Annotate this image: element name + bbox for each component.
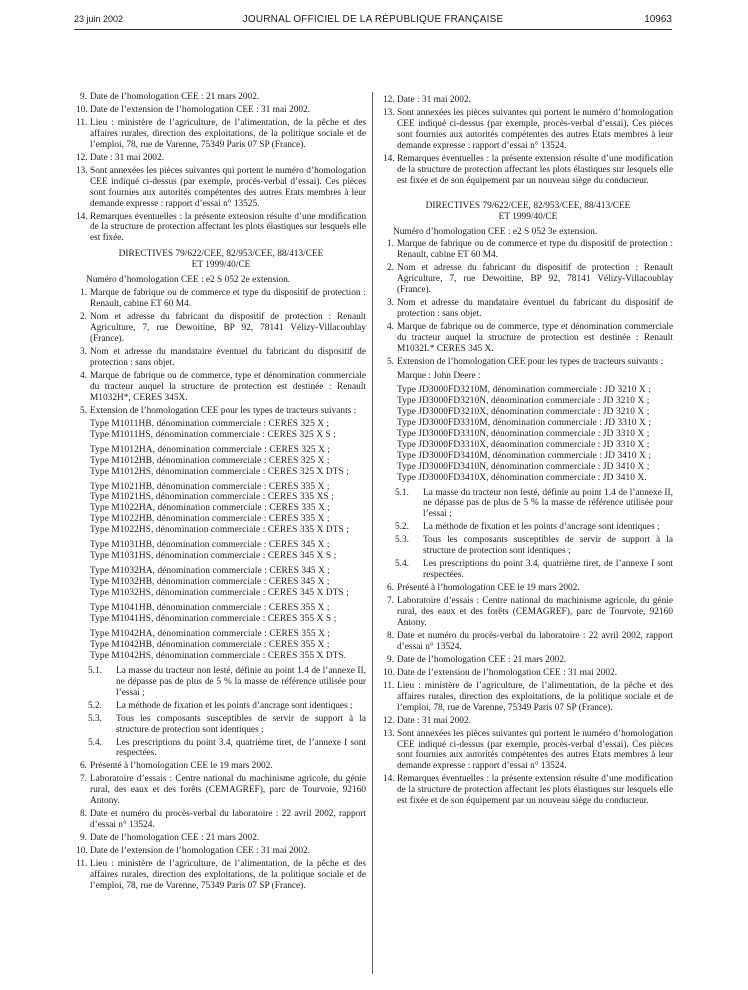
- sub-item: 5.2. La méthode de fixation et les points d’ancrage sont identiques ;: [88, 700, 353, 711]
- type-group: [76, 540, 366, 562]
- sub-item: 5.4. Les prescriptions du point 3.4, quatrième tiret, de l’annexe I sont respectées.: [88, 737, 366, 759]
- tractor-type: Type M1031HB, dénomination commerciale : CERES 345 X ;: [90, 540, 330, 551]
- list-item: 14. Remarques éventuelles : la présente extension résulte d’une modification de la structure de protection affectant les plots élastiques sur lesquels elle est fixée.: [76, 211, 366, 244]
- tractor-type: Type JD3000FD3310M, dénomination commerciale : JD 3310 X ;: [397, 417, 652, 428]
- brand-label: Marque : John Deere :: [397, 370, 481, 381]
- list-item: 3. Nom et adresse du mandataire éventuel du fabricant du dispositif de protection : sans objet.: [79, 347, 366, 368]
- list-item: 11. Lieu : ministère de l’agriculture, de l’alimentation, de la pêche et des affaires rurales, direction des exploitations, de la politique sociale et de l’emploi, 78, rue de Varenne, 75349 Paris 07 SP (France).: [76, 117, 366, 150]
- list-item: 6. Présenté à l’homologation CEE le 19 mars 2002.: [79, 761, 273, 772]
- tractor-type: Type JD3000FD3410X, dénomination commerciale : JD 3410 X.: [397, 472, 647, 483]
- list-item: 8. Date et numéro du procès-verbal du laboratoire : 22 avril 2002, rapport d’essai n° 13524.: [79, 809, 366, 831]
- list-item: 12. Date : 31 mai 2002.: [76, 152, 164, 163]
- type-group: [76, 419, 366, 441]
- list-item: 5. Extension de l’homologation CEE pour les types de tracteurs suivants :: [386, 357, 664, 368]
- type-group: [76, 603, 366, 625]
- tractor-type: Type M1012HA, dénomination commerciale : CERES 325 X ;: [90, 444, 331, 455]
- list-item: 1. Marque de fabrique ou de commerce et type du dispositif de protection : Renault, cabine ET 60 M4.: [79, 288, 366, 310]
- tractor-type: Type JD3000FD3310X, dénomination commerciale : JD 3310 X ;: [397, 439, 650, 450]
- sub-item: 5.3. Tous les composants susceptibles de servir de support à la structure de protection sont identiques ;: [88, 713, 366, 735]
- page-number: 10963: [644, 14, 672, 25]
- list-item: 4. Marque de fabrique ou de commerce, type et dénomination commerciale du tracteur auquel la structure de protection est destinée : Renault M1032L* CERES 345 X.: [386, 322, 673, 355]
- list-item: 10. Date de l’extension de l’homologation CEE : 31 mai 2002.: [76, 104, 311, 115]
- list-item: 12. Date : 31 mai 2002.: [383, 715, 471, 726]
- list-item: 14. Remarques éventuelles : la présente extension résulte d’une modification de la structure de protection affectant les plots élastiques sur lesquels elle est fixée et de son équipement par un nouveau siège du conducteur.: [383, 774, 673, 807]
- type-group: [76, 482, 366, 537]
- tractor-type: Type JD3000FD3210X, dénomination commerciale : JD 3210 X ;: [397, 406, 650, 417]
- tractor-type: Type JD3000FD3410M, dénomination commerciale : JD 3410 X ;: [397, 450, 652, 461]
- list-item: 13. Sont annexées les pièces suivantes qui portent le numéro d’homologation CEE indiqué ci-dessus (par exemple, procès-verbal d’essai). Ces pièces sont fournies aux autorités compétentes des autres Etats membres à leur demande expresse : rapport d’essai n° 13524.: [383, 728, 673, 772]
- sub-item: 5.1. La masse du tracteur non lesté, définie au point 1.4 de l’annexe II, ne dépasse pas de plus de 5 % la masse de référence utilisée pour l’essai ;: [395, 487, 673, 520]
- header-date: 23 juin 2002: [74, 14, 124, 24]
- tractor-type: Type M1012HB, dénomination commerciale : CERES 325 X ;: [90, 455, 330, 466]
- tractor-type: Type M1012HS, dénomination commerciale : CERES 325 X DTS ;: [90, 466, 349, 477]
- tractor-type: Type M1032HA, dénomination commerciale : CERES 345 X ;: [90, 566, 331, 577]
- list-item: 2. Nom et adresse du fabricant du dispositif de protection : Renault Agriculture, 7, rue Dewoitine, BP 92, 78141 Vélizy-Villacoublay (France).: [386, 263, 673, 296]
- list-item: 13. Sont annexées les pièces suivantes qui portent le numéro d’homologation CEE indiqué ci-dessus (par exemple, procès-verbal d’essai). Ces pièces sont fournies aux autorités compétentes des autres Etats membres à leur demande expresse : rapport d’essai n° 13525.: [76, 165, 366, 209]
- list-item: 3. Nom et adresse du mandataire éventuel du fabricant du dispositif de protection : sans objet.: [386, 298, 673, 320]
- tractor-type: Type M1031HS, dénomination commerciale : CERES 345 X S ;: [90, 551, 337, 562]
- header-title: JOURNAL OFFICIEL DE LA RÉPUBLIQUE FRANÇAISE: [242, 14, 504, 25]
- list-item: 1. Marque de fabrique ou de commerce et type du dispositif de protection : Renault, cabine ET 60 M4.: [386, 239, 673, 261]
- list-item: 7. Laboratoire d’essais : Centre national du machinisme agricole, du génie rural, des eaux et des forêts (CEMAGREF), parc de Tourvoie, 92160 Antony.: [79, 774, 366, 807]
- tractor-type: Type M1032HS, dénomination commerciale : CERES 345 X DTS ;: [90, 588, 349, 599]
- list-item: 8. Date et numéro du procès-verbal du laboratoire : 22 avril 2002, rapport d’essai n° 13524.: [386, 630, 673, 652]
- tractor-type: Type JD3000FD3210N, dénomination commerciale : JD 3210 X ;: [397, 395, 650, 406]
- header-rule: [74, 29, 672, 30]
- tractor-type: Type JD3000FD3410N, dénomination commerciale : JD 3410 X ;: [397, 461, 650, 472]
- tractor-type-list: [383, 385, 673, 484]
- list-item: 10. Date de l’extension de l’homologation CEE : 31 mai 2002.: [383, 667, 618, 678]
- list-item: 9. Date de l’homologation CEE : 21 mars 2002.: [79, 833, 260, 844]
- tractor-type: Type M1021HB, dénomination commerciale : CERES 335 X ;: [90, 481, 330, 492]
- sub-item: 5.1. La masse du tracteur non lesté, définie au point 1.4 de l’annexe II, ne dépasse pas de plus de 5 % la masse de référence utilisée pour l’essai ;: [88, 665, 366, 698]
- sub-item: 5.4. Les prescriptions du point 3.4, quatrième tiret, de l’annexe I sont respectées.: [395, 559, 673, 581]
- type-group: [76, 629, 366, 662]
- list-item: 10. Date de l’extension de l’homologation CEE : 31 mai 2002.: [76, 846, 311, 857]
- list-item: 14. Remarques éventuelles : la présente extension résulte d’une modification de la structure de protection affectant les plots élastiques sur lesquels elle est fixée et de son équipement par un nouveau siège du conducteur.: [383, 153, 673, 186]
- tractor-type: Type M1042HB, dénomination commerciale : CERES 355 X ;: [90, 639, 330, 650]
- tractor-type: Type JD3000FD3210M, dénomination commerciale : JD 3210 X ;: [397, 384, 652, 395]
- tractor-type: Type M1022HA, dénomination commerciale : CERES 335 X ;: [90, 503, 331, 514]
- right-column: [383, 95, 673, 809]
- list-item: 6. Présenté à l’homologation CEE le 19 mars 2002.: [386, 583, 580, 594]
- type-group: [76, 566, 366, 599]
- list-item: 5. Extension de l’homologation CEE pour les types de tracteurs suivants :: [79, 405, 357, 416]
- tractor-type-list: [76, 419, 366, 662]
- tractor-type: Type M1011HB, dénomination commerciale : CERES 325 X ;: [90, 418, 330, 429]
- homologation-number: Numéro d’homologation CEE : e2 S 052 2e extension.: [86, 275, 291, 286]
- tractor-type: Type M1041HB, dénomination commerciale : CERES 355 X ;: [90, 603, 330, 614]
- section-heading: DIRECTIVES 79/622/CEE, 82/953/CEE, 88/413/CEE ET 1999/40/CE: [118, 249, 324, 271]
- page-header: [74, 14, 672, 30]
- list-item: 11. Lieu : ministère de l’agriculture, de l’alimentation, de la pêche et des affaires rurales, direction des exploitations, de la politique sociale et de l’emploi, 78, rue de Varenne, 75349 Paris 07 SP (France).: [383, 680, 673, 713]
- tractor-type: Type M1022HB, dénomination commerciale : CERES 335 X ;: [90, 514, 330, 525]
- tractor-type: Type M1042HS, dénomination commerciale : CERES 355 X DTS.: [90, 650, 347, 661]
- tractor-type: Type M1041HS, dénomination commerciale : CERES 355 X S ;: [90, 613, 337, 624]
- tractor-type: Type M1042HA, dénomination commerciale : CERES 355 X ;: [90, 628, 331, 639]
- list-item: 9. Date de l’homologation CEE : 21 mars 2002.: [386, 654, 567, 665]
- section-heading: DIRECTIVES 79/622/CEE, 82/953/CEE, 88/413/CEE ET 1999/40/CE: [425, 200, 631, 222]
- tractor-type: Type M1032HB, dénomination commerciale : CERES 345 X ;: [90, 577, 330, 588]
- list-item: 4. Marque de fabrique ou de commerce, type et dénomination commerciale du tracteur auquel la structure de protection est destinée : Renault M1032H*, CERES 345X.: [79, 370, 366, 403]
- sub-item: 5.2. La méthode de fixation et les points d’ancrage sont identiques ;: [395, 522, 660, 533]
- homologation-number: Numéro d’homologation CEE : e2 S 052 3e extension.: [393, 226, 598, 237]
- tractor-type: Type JD3000FD3310N, dénomination commerciale : JD 3310 X ;: [397, 428, 650, 439]
- tractor-type: Type M1022HS, dénomination commerciale : CERES 335 X DTS ;: [90, 525, 349, 536]
- list-item: 13. Sont annexées les pièces suivantes qui portent le numéro d’homologation CEE indiqué ci-dessus (par exemple, procès-verbal d’essai). Ces pièces sont fournies aux autorités compétentes des autres Etats membres à leur demande expresse : rapport d’essai n° 13524.: [383, 107, 673, 151]
- type-group: [383, 385, 673, 484]
- list-item: 12. Date : 31 mai 2002.: [383, 95, 471, 105]
- left-column: [76, 92, 366, 894]
- tractor-type: Type M1011HS, dénomination commerciale : CERES 325 X S ;: [90, 429, 336, 440]
- column-divider: [372, 92, 373, 974]
- list-item: 9. Date de l’homologation CEE : 21 mars 2002.: [79, 92, 260, 102]
- list-item: 2. Nom et adresse du fabricant du dispositif de protection : Renault Agriculture, 7, rue Dewoitine, BP 92, 78141 Vélizy-Villacoublay (France).: [79, 312, 366, 345]
- sub-item: 5.3. Tous les composants susceptibles de servir de support à la structure de protection sont identiques ;: [395, 535, 673, 557]
- tractor-type: Type M1021HS, dénomination commerciale : CERES 335 XS ;: [90, 492, 334, 503]
- list-item: 11. Lieu : ministère de l’agriculture, de l’alimentation, de la pêche et des affaires rurales, direction des exploitations, de la politique sociale et de l’emploi, 78, rue de Varenne, 75349 Paris 07 SP (France).: [76, 859, 366, 891]
- list-item: 7. Laboratoire d’essais : Centre national du machinisme agricole, du génie rural, des eaux et des forêts (CEMAGREF), parc de Tourvoie, 92160 Antony.: [386, 596, 673, 628]
- type-group: [76, 445, 366, 478]
